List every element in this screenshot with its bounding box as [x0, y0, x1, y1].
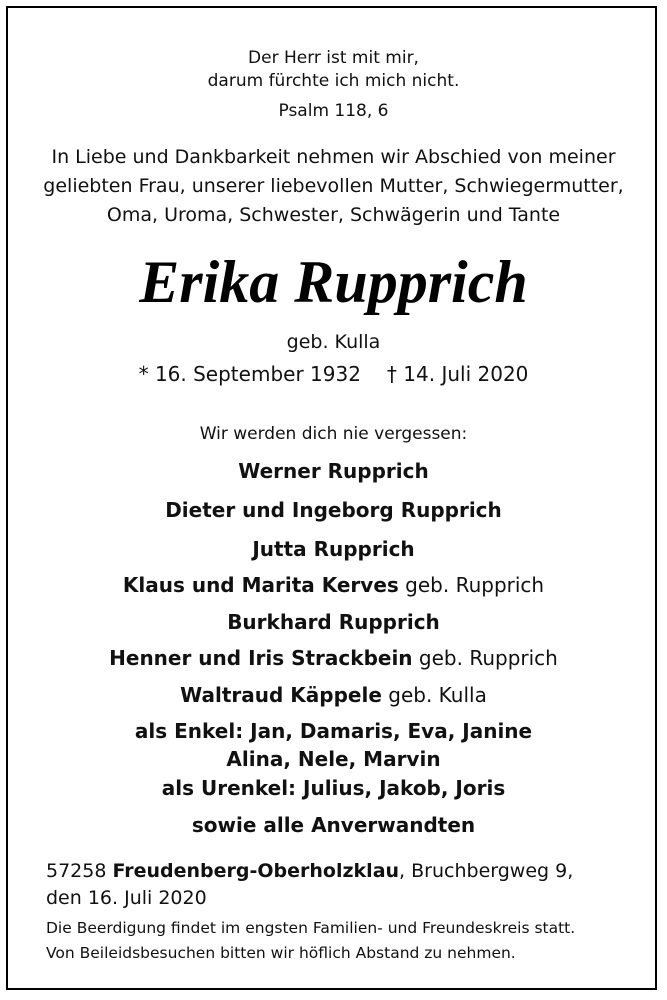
- mourner-name: Jutta Rupprich: [252, 537, 415, 561]
- mourner-line: [8, 646, 659, 670]
- grandchildren-line-1: als Enkel: Jan, Damaris, Eva, Janine: [134, 719, 533, 743]
- psalm-reference: Psalm 118, 6: [278, 101, 389, 121]
- mourner-line: [8, 537, 659, 561]
- mourner-suffix: geb. Rupprich: [398, 573, 545, 597]
- psalm-line-1: Der Herr ist mit mir,: [248, 48, 419, 68]
- mourner-name: Dieter und Ingeborg Rupprich: [165, 498, 502, 522]
- deceased-birth-name: geb. Kulla: [286, 331, 381, 353]
- intro-line-1: In Liebe und Dankbarkeit nehmen wir Abschied von meiner: [51, 146, 616, 168]
- funeral-note: Die Beerdigung findet im engsten Familien- und Freundeskreis statt.: [46, 919, 576, 937]
- grandchildren-line-2: Alina, Nele, Marvin: [226, 747, 441, 771]
- psalm-line-2: darum fürchte ich mich nicht.: [207, 71, 460, 91]
- mourner-line: [8, 573, 659, 597]
- intro-line-3: Oma, Uroma, Schwester, Schwägerin und Tante: [106, 204, 561, 226]
- mourner-line: [8, 498, 659, 522]
- birth-date: * 16. September 1932: [138, 362, 361, 386]
- mourner-suffix: geb. Rupprich: [412, 646, 558, 670]
- life-dates: [8, 362, 659, 386]
- mourner-name: Henner und Iris Strackbein: [109, 646, 413, 670]
- death-date: † 14. Juli 2020: [386, 362, 529, 386]
- mourner-name: Waltraud Käppele: [180, 683, 382, 707]
- condolence-note: Von Beileidsbesuchen bitten wir höflich Abstand zu nehmen.: [46, 944, 516, 962]
- notice-date: den 16. Juli 2020: [46, 887, 207, 909]
- mourner-line: [8, 459, 659, 483]
- postal-code: 57258: [46, 860, 113, 882]
- intro-line-2: geliebten Frau, unserer liebevollen Mutter, Schwiegermutter,: [43, 175, 624, 197]
- mourner-name: Klaus und Marita Kerves: [122, 573, 399, 597]
- mourners-heading: Wir werden dich nie vergessen:: [199, 424, 468, 444]
- mourner-name: Werner Rupprich: [238, 459, 429, 483]
- town: Freudenberg-Oberholzklau: [112, 860, 400, 882]
- address-line: [46, 860, 573, 882]
- relatives-line: sowie alle Anverwandten: [191, 813, 476, 837]
- mourner-suffix: geb. Kulla: [381, 683, 487, 707]
- street: , Bruchbergweg 9,: [399, 860, 574, 882]
- mourner-line: [8, 683, 659, 707]
- mourner-line: [8, 610, 659, 634]
- mourner-name: Burkhard Rupprich: [227, 610, 440, 634]
- obituary-notice: [6, 6, 657, 990]
- deceased-name: Erika Rupprich: [139, 249, 528, 315]
- great-grandchildren-line: als Urenkel: Julius, Jakob, Joris: [161, 776, 506, 800]
